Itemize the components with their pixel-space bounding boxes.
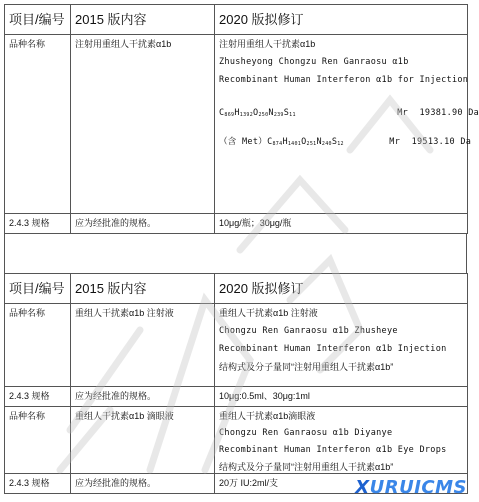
cell-item: 品种名称 xyxy=(5,407,71,474)
cell-item: 品种名称 xyxy=(5,35,71,214)
cell-2020 xyxy=(215,35,479,214)
name-cn: 注射用重组人干扰素α1b xyxy=(219,39,316,49)
header-item: 项目/编号 xyxy=(5,274,71,304)
name-english: Recombinant Human Interferon α1b for Injection xyxy=(219,75,469,85)
header-2015: 2015 版内容 xyxy=(71,5,215,35)
name-english: Recombinant Human Interferon α1b Eye Drops xyxy=(219,445,447,455)
structure-note: 结构式及分子量同“注射用重组人干扰素α1b” xyxy=(219,462,394,472)
cell-2015: 重组人干扰素α1b 滴眼液 xyxy=(71,407,215,474)
cell-2020: 10μg:0.5ml、30μg:1ml xyxy=(215,387,468,407)
table-spacer xyxy=(4,234,467,273)
header-2020: 2020 版拟修订 xyxy=(215,274,468,304)
name-english: Recombinant Human Interferon α1b Injection xyxy=(219,344,447,354)
table-row xyxy=(5,35,468,214)
cell-2020: 10μg/瓶；30μg/瓶 xyxy=(215,214,468,234)
cell-2015: 应为经批准的规格。 xyxy=(71,214,215,234)
header-item: 项目/编号 xyxy=(5,5,71,35)
table-row xyxy=(5,387,468,407)
comparison-table-2 xyxy=(4,273,468,494)
cell-2020: 20万 IU:2ml/支 xyxy=(215,474,468,494)
formula-line-1: $C_{869}H_{1392}O_{250}N_{239}S_{11}$ Mr 19381.90 Da xyxy=(219,108,479,118)
table-row xyxy=(5,407,468,474)
cell-2015: 注射用重组人干扰素α1b xyxy=(71,35,215,214)
name-cn: 重组人干扰素α1b 注射液 xyxy=(219,308,318,318)
xuruicms-logo: XURUICMS xyxy=(355,477,467,498)
cell-item: 2.4.3 规格 xyxy=(5,214,71,234)
cell-2020 xyxy=(215,407,468,474)
name-pinyin: Zhusheyong Chongzu Ren Ganraosu α1b xyxy=(219,57,409,67)
cell-2015: 重组人干扰素α1b 注射液 xyxy=(71,304,215,387)
cell-item: 2.4.3 规格 xyxy=(5,387,71,407)
cell-item: 2.4.3 规格 xyxy=(5,474,71,494)
header-2015: 2015 版内容 xyxy=(71,274,215,304)
table-header-row xyxy=(5,5,468,35)
structure-note: 结构式及分子量同“注射用重组人干扰素α1b” xyxy=(219,362,394,372)
cell-2015: 应为经批准的规格。 xyxy=(71,387,215,407)
name-pinyin: Chongzu Ren Ganraosu α1b Zhusheye xyxy=(219,326,398,336)
table-row xyxy=(5,214,468,234)
header-2020: 2020 版拟修订 xyxy=(215,5,468,35)
cell-2020 xyxy=(215,304,468,387)
name-pinyin: Chongzu Ren Ganraosu α1b Diyanye xyxy=(219,428,393,438)
cell-item: 品种名称 xyxy=(5,304,71,387)
table-row xyxy=(5,304,468,387)
cell-2015: 应为经批准的规格。 xyxy=(71,474,215,494)
name-cn: 重组人干扰素α1b滴眼液 xyxy=(219,411,316,421)
comparison-table-1 xyxy=(4,4,479,234)
table-header-row xyxy=(5,274,468,304)
formula-line-2: （含 $Met)C_{874}H_{1401}O_{251}N_{240}S_{12}$ Mr 19513.10 Da xyxy=(219,137,472,147)
